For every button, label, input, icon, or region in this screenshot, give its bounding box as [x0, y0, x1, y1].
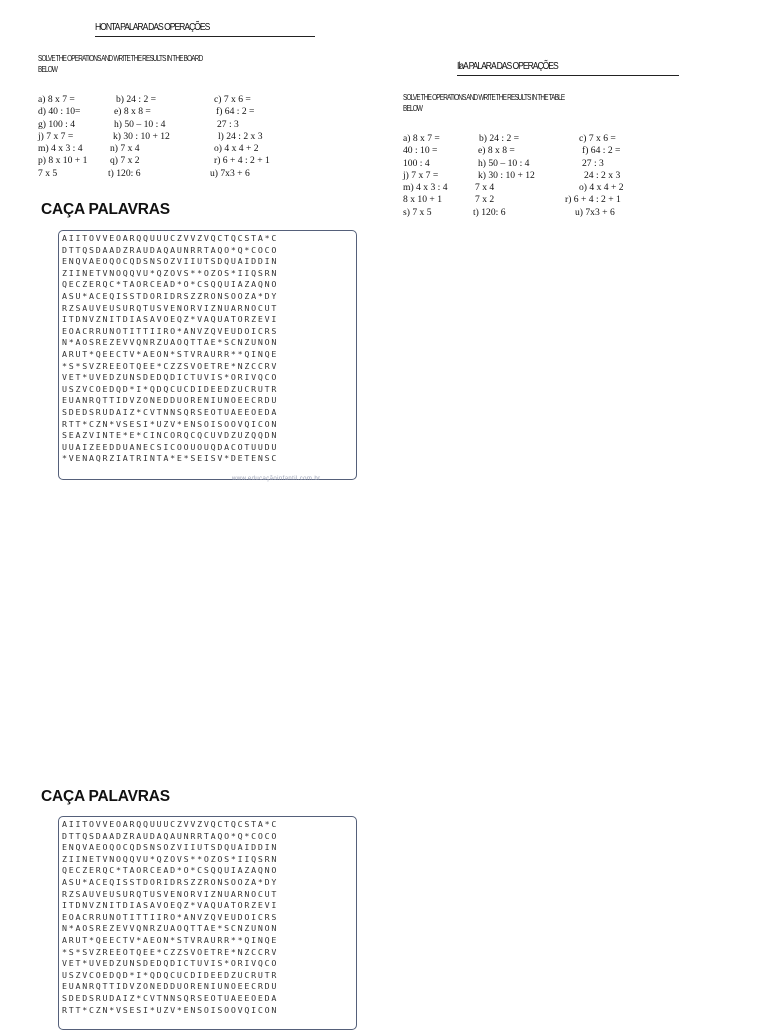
exercise: p) 8 x 10 + 1: [38, 155, 88, 167]
exercise: m) 4 x 3 : 4: [403, 182, 448, 194]
grid-row: N*AOSREZEVVQNRZUAOQTTAE*SCNZUNON: [62, 923, 279, 934]
exercise: 24 : 2 x 3: [584, 169, 621, 181]
exercise: 100 : 4: [403, 157, 430, 169]
grid-row: ITDNVZNITDIASAVOEQZ*VAQUATORZEVI: [62, 314, 279, 325]
exercise-row: [403, 170, 653, 182]
grid-row: ASU*ACEQISSTDORIDRSZZRONSOOZA*DY: [62, 876, 279, 887]
exercise-row: [38, 94, 288, 106]
exercise: u) 7x3 + 6: [575, 206, 615, 218]
exercise: f) 64 : 2 =: [582, 145, 621, 157]
exercise-row: [403, 158, 653, 170]
exercise: f) 64 : 2 =: [216, 106, 255, 118]
exercise: k) 30 : 10 + 12: [113, 130, 170, 142]
exercise: 8 x 10 + 1: [403, 194, 442, 206]
wordsearch-title: CAÇA PALAVRAS: [41, 201, 170, 218]
exercise: j) 7 x 7 =: [38, 130, 74, 142]
grid-row: VET*UVEDZUNSDEDQDICTUVIS*ORIVQCO: [62, 372, 279, 383]
grid-row: EOACRRUNOTITTIIRO*ANVZQVEUDOICRS: [62, 911, 279, 922]
grid-row: VET*UVEDZUNSDEDQDICTUVIS*ORIVQCO: [62, 958, 279, 969]
exercise: k) 30 : 10 + 12: [478, 169, 535, 181]
exercise: 27 : 3: [217, 118, 239, 130]
exercise: o) 4 x 4 + 2: [214, 143, 259, 155]
grid-row: RTT*CZN*VSESI*UZV*ENSOISOOVQICON: [62, 1004, 279, 1015]
grid-row: AIITOVVEOARQQUUUCZVVZVQCTQCSTA*C: [62, 819, 279, 829]
grid-row: *VENAQRZIATRINTA*E*SEISV*DETENSC: [62, 453, 279, 464]
grid-row: ENQVAEOQOCQDSNSOZVIIUTSDQUAIDDIN: [62, 842, 279, 853]
grid-row: RZSAUVEUSURQTUSVENORVIZNUARNOCUT: [62, 888, 279, 899]
grid-row: ARUT*QEECTV*AEON*STVRAURR**QINQE: [62, 934, 279, 945]
sheet2-title-rule: [457, 75, 679, 76]
exercise-row: [403, 133, 653, 145]
sheet1-title: HONTA PALARA DAS OPERAÇÕES: [95, 22, 210, 33]
exercise: h) 50 – 10 : 4: [114, 118, 166, 130]
exercise: 40 : 10 =: [403, 145, 438, 157]
exercise-row: [403, 182, 653, 194]
grid-row: SDEDSRUDAIZ*CVTNNSQRSEOTUAEEOEDA: [62, 992, 279, 1003]
sheet2-exercises: [403, 133, 653, 219]
exercise: e) 8 x 8 =: [478, 145, 515, 157]
exercise: r) 6 + 4 : 2 + 1: [565, 194, 621, 206]
grid-row: QECZERQC*TAORCEAD*O*CSQQUIAZAQNO: [62, 279, 279, 290]
exercise: u) 7x3 + 6: [210, 167, 250, 179]
sheet1-exercises: [38, 94, 288, 180]
exercise: n) 7 x 4: [110, 143, 140, 155]
grid-row: DTTQSDAADZRAUDAQAUNRRTAQO*Q*COCO: [62, 830, 279, 841]
exercise: c) 7 x 6 =: [579, 133, 616, 144]
grid-row: EUANRQTTIDVZONEDDUORENIUNOEECRDU: [62, 395, 279, 406]
grid-row: USZVCOEDQD*I*QDQCUCDIDEEDZUCRUTR: [62, 969, 279, 980]
grid-row: EUANRQTTIDVZONEDDUORENIUNOEECRDU: [62, 981, 279, 992]
exercise-row: [403, 145, 653, 157]
exercise: a) 8 x 7 =: [38, 94, 75, 105]
sheet1-instruction-line: BELOW: [38, 65, 58, 74]
exercise-row: [38, 119, 288, 131]
grid-row: ARUT*QEECTV*AEON*STVRAURR**QINQE: [62, 348, 279, 359]
exercise-row: [403, 194, 653, 206]
watermark: www.educaçãoinfantil.com.br: [232, 476, 321, 482]
grid-row: *S*SVZREEOTQEE*CZZSVOETRE*NZCCRV: [62, 360, 279, 371]
exercise-row: [38, 143, 288, 155]
grid-row: EOACRRUNOTITTIIRO*ANVZQVEUDOICRS: [62, 325, 279, 336]
exercise: t) 120: 6: [473, 206, 506, 218]
exercise: 7 x 5: [38, 167, 58, 179]
grid-row: RZSAUVEUSURQTUSVENORVIZNUARNOCUT: [62, 302, 279, 313]
exercise: 7 x 2: [475, 194, 495, 206]
grid-row: RTT*CZN*VSESI*UZV*ENSOISOOVQICON: [62, 418, 279, 429]
sheet1-instructions: [38, 53, 244, 75]
grid-row: N*AOSREZEVVQNRZUAOQTTAE*SCNZUNON: [62, 337, 279, 348]
exercise-row: [38, 106, 288, 118]
sheet2-title: IlaA PALARA DAS OPERAÇÕES: [457, 61, 558, 72]
grid-row: *S*SVZREEOTQEE*CZZSVOETRE*NZCCRV: [62, 946, 279, 957]
wordsearch-grid: [58, 816, 357, 1030]
grid-row: UUAIZEEDDUANECSICOOUOUQDACOTUUDU: [62, 441, 279, 452]
sheet2-instruction-line: SOLVE THE OPERATIONS AND WRITE THE RESULTS IN THE TABLE: [403, 93, 565, 102]
grid-row: SEAZVINTE*E*CINCORQCQCUVDZUZQQDN: [62, 430, 279, 441]
grid-row: DTTQSDAADZRAUDAQAUNRRTAQO*Q*COCO: [62, 244, 279, 255]
exercise: e) 8 x 8 =: [114, 106, 151, 118]
exercise: j) 7 x 7 =: [403, 169, 439, 181]
exercise: r) 6 + 4 : 2 + 1: [214, 155, 270, 167]
sheet2-instruction-line: BELOW: [403, 104, 423, 113]
sheet1-instruction-line: SOLVE THE OPERATIONS AND WRITE THE RESULTS IN THE BOARD: [38, 54, 203, 63]
exercise: l) 24 : 2 x 3: [218, 130, 263, 142]
grid-row: USZVCOEDQD*I*QDQCUCDIDEEDZUCRUTR: [62, 383, 279, 394]
wordsearch-grid: [58, 230, 357, 480]
grid-row: ZIINETVNOQQVU*QZOVS**OZOS*IIQSRN: [62, 853, 279, 864]
sheet2-instructions: [403, 92, 605, 114]
exercise: b) 24 : 2 =: [116, 94, 157, 105]
exercise-row: [38, 168, 288, 180]
grid-row: ASU*ACEQISSTDORIDRSZZRONSOOZA*DY: [62, 290, 279, 301]
grid-row: ENQVAEOQOCQDSNSOZVIIUTSDQUAIDDIN: [62, 256, 279, 267]
grid-row: AIITOVVEOARQQUUUCZVVZVQCTQCSTA*C: [62, 233, 279, 243]
exercise-row: [38, 131, 288, 143]
sheet1-title-rule: [95, 36, 315, 37]
exercise: t) 120: 6: [108, 167, 141, 179]
exercise: b) 24 : 2 =: [479, 133, 520, 144]
exercise: 27 : 3: [582, 157, 604, 169]
exercise: h) 50 – 10 : 4: [478, 157, 530, 169]
exercise: s) 7 x 5: [403, 206, 432, 218]
exercise-row: [403, 207, 653, 219]
grid-row: ITDNVZNITDIASAVOEQZ*VAQUATORZEVI: [62, 900, 279, 911]
grid-row: ZIINETVNOQQVU*QZOVS**OZOS*IIQSRN: [62, 267, 279, 278]
exercise: m) 4 x 3 : 4: [38, 143, 83, 155]
grid-row: QECZERQC*TAORCEAD*O*CSQQUIAZAQNO: [62, 865, 279, 876]
exercise: q) 7 x 2: [110, 155, 140, 167]
exercise: g) 100 : 4: [38, 118, 76, 130]
exercise: 7 x 4: [475, 182, 495, 194]
exercise: o) 4 x 4 + 2: [579, 182, 624, 194]
exercise: c) 7 x 6 =: [214, 94, 251, 105]
grid-row: SDEDSRUDAIZ*CVTNNSQRSEOTUAEEOEDA: [62, 406, 279, 417]
exercise: a) 8 x 7 =: [403, 133, 440, 144]
exercise-row: [38, 155, 288, 167]
exercise: d) 40 : 10=: [38, 106, 81, 118]
wordsearch-title: CAÇA PALAVRAS: [41, 788, 170, 805]
